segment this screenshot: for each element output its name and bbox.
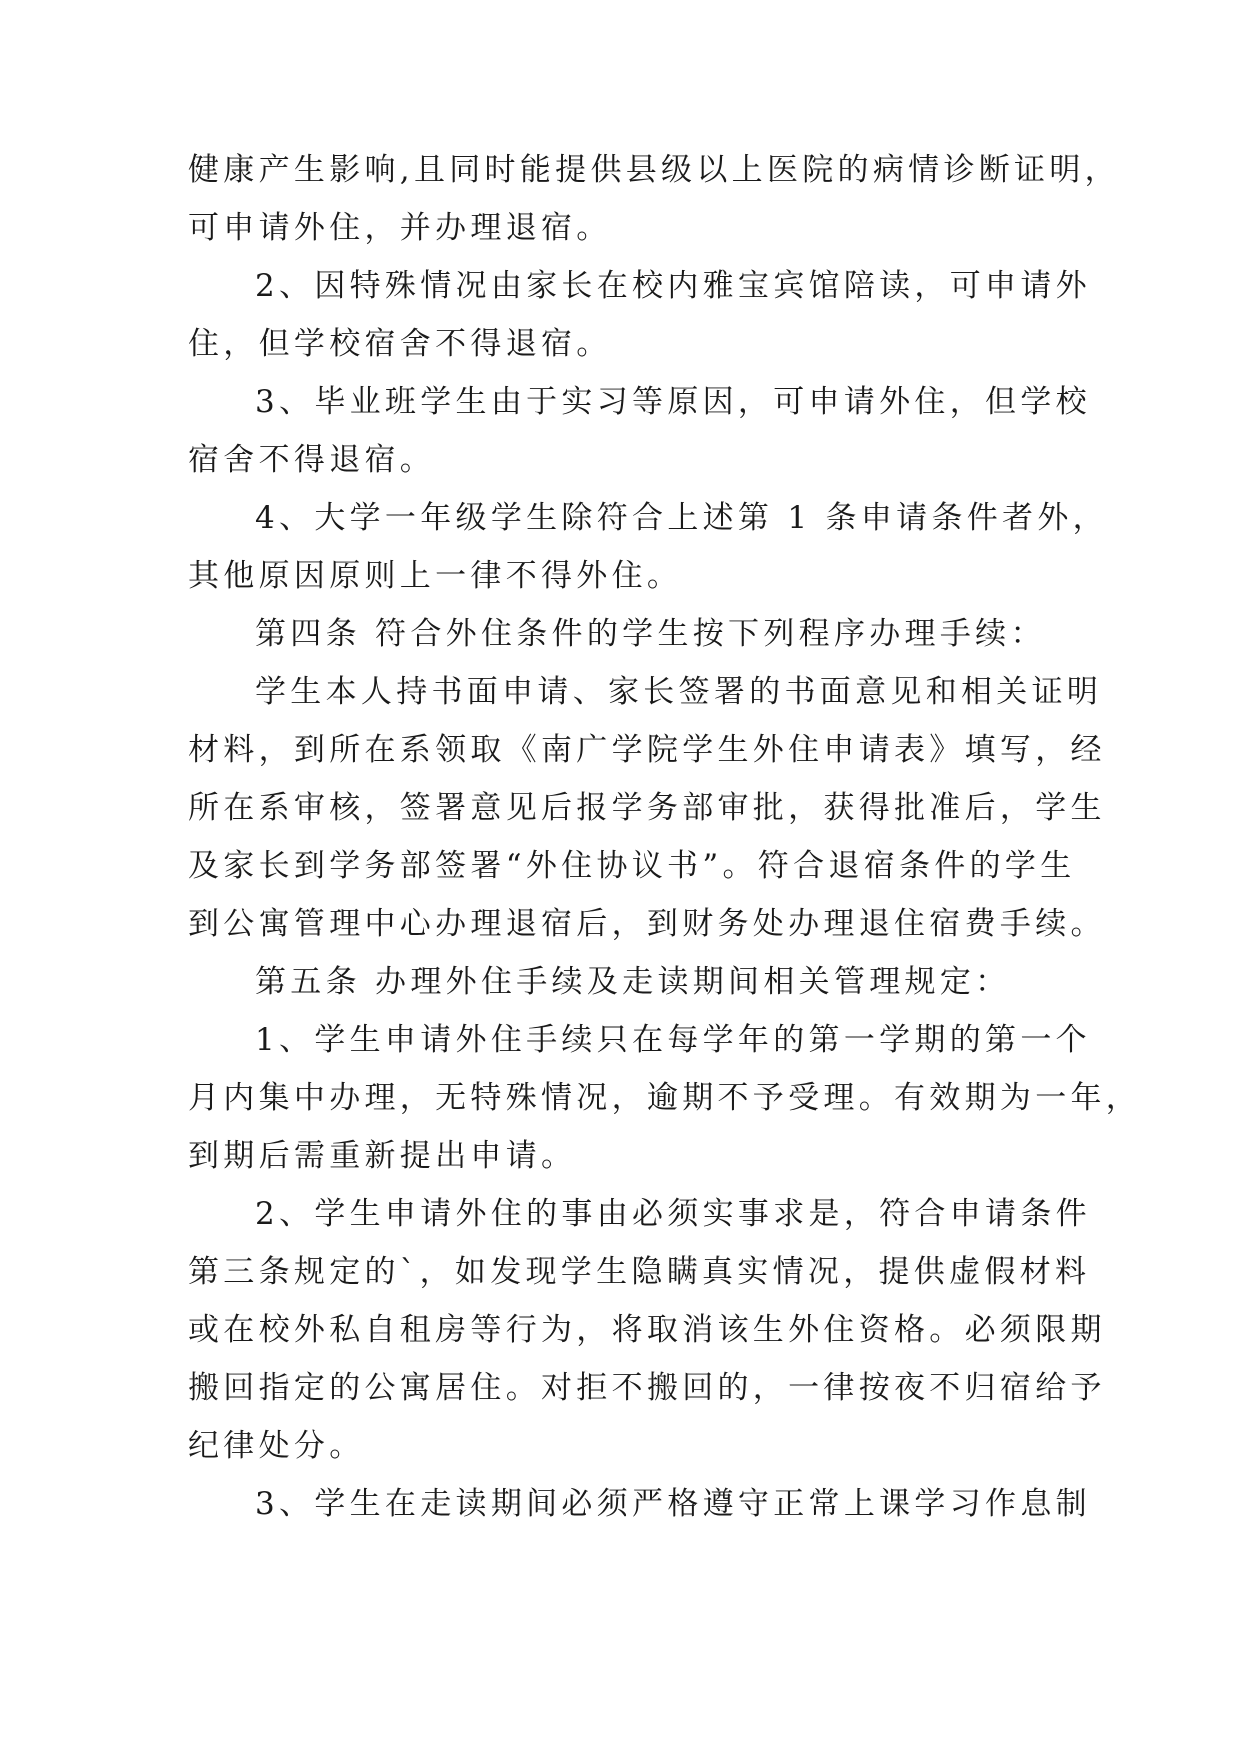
text-line: 所在系审核，签署意见后报学务部审批，获得批准后，学生: [188, 790, 1106, 826]
text-line: 第三条规定的`，如发现学生隐瞒真实情况，提供虚假材料: [188, 1254, 1091, 1290]
text-line: 健康产生影响,且同时能提供县级以上医院的病情诊断证明，: [188, 152, 1120, 188]
text-line: 1、学生申请外住手续只在每学年的第一学期的第一个: [255, 1022, 1091, 1058]
text-line: 及家长到学务部签署“外住协议书”。符合退宿条件的学生: [188, 848, 1076, 884]
text-line: 到公寓管理中心办理退宿后，到财务处办理退住宿费手续。: [188, 906, 1106, 942]
text-line: 3、学生在走读期间必须严格遵守正常上课学习作息制: [255, 1486, 1091, 1522]
text-line: 其他原因原则上一律不得外住。: [188, 558, 683, 594]
text-line: 4、大学一年级学生除符合上述第 1 条申请条件者外，: [255, 500, 1108, 536]
text-line: 到期后需重新提出申请。: [188, 1138, 577, 1174]
text-line: 3、毕业班学生由于实习等原因，可申请外住，但学校: [255, 384, 1091, 420]
text-line: 可申请外住，并办理退宿。: [188, 210, 612, 246]
section-heading: 第五条 办理外住手续及走读期间相关管理规定：: [255, 964, 1011, 1000]
section-heading: 第四条 符合外住条件的学生按下列程序办理手续：: [255, 616, 1046, 652]
text-line: 搬回指定的公寓居住。对拒不搬回的，一律按夜不归宿给予: [188, 1370, 1106, 1406]
text-line: 纪律处分。: [188, 1428, 365, 1464]
text-line: 2、因特殊情况由家长在校内雅宝宾馆陪读，可申请外: [255, 268, 1091, 304]
text-line: 2、学生申请外住的事由必须实事求是，符合申请条件: [255, 1196, 1091, 1232]
text-line: 宿舍不得退宿。: [188, 442, 436, 478]
text-line: 学生本人持书面申请、家长签署的书面意见和相关证明: [255, 674, 1103, 710]
text-line: 材料，到所在系领取《南广学院学生外住申请表》填写，经: [188, 732, 1106, 768]
text-line: 或在校外私自租房等行为，将取消该生外住资格。必须限期: [188, 1312, 1106, 1348]
text-line: 月内集中办理，无特殊情况，逾期不予受理。有效期为一年，: [188, 1080, 1142, 1116]
text-line: 住，但学校宿舍不得退宿。: [188, 326, 612, 362]
